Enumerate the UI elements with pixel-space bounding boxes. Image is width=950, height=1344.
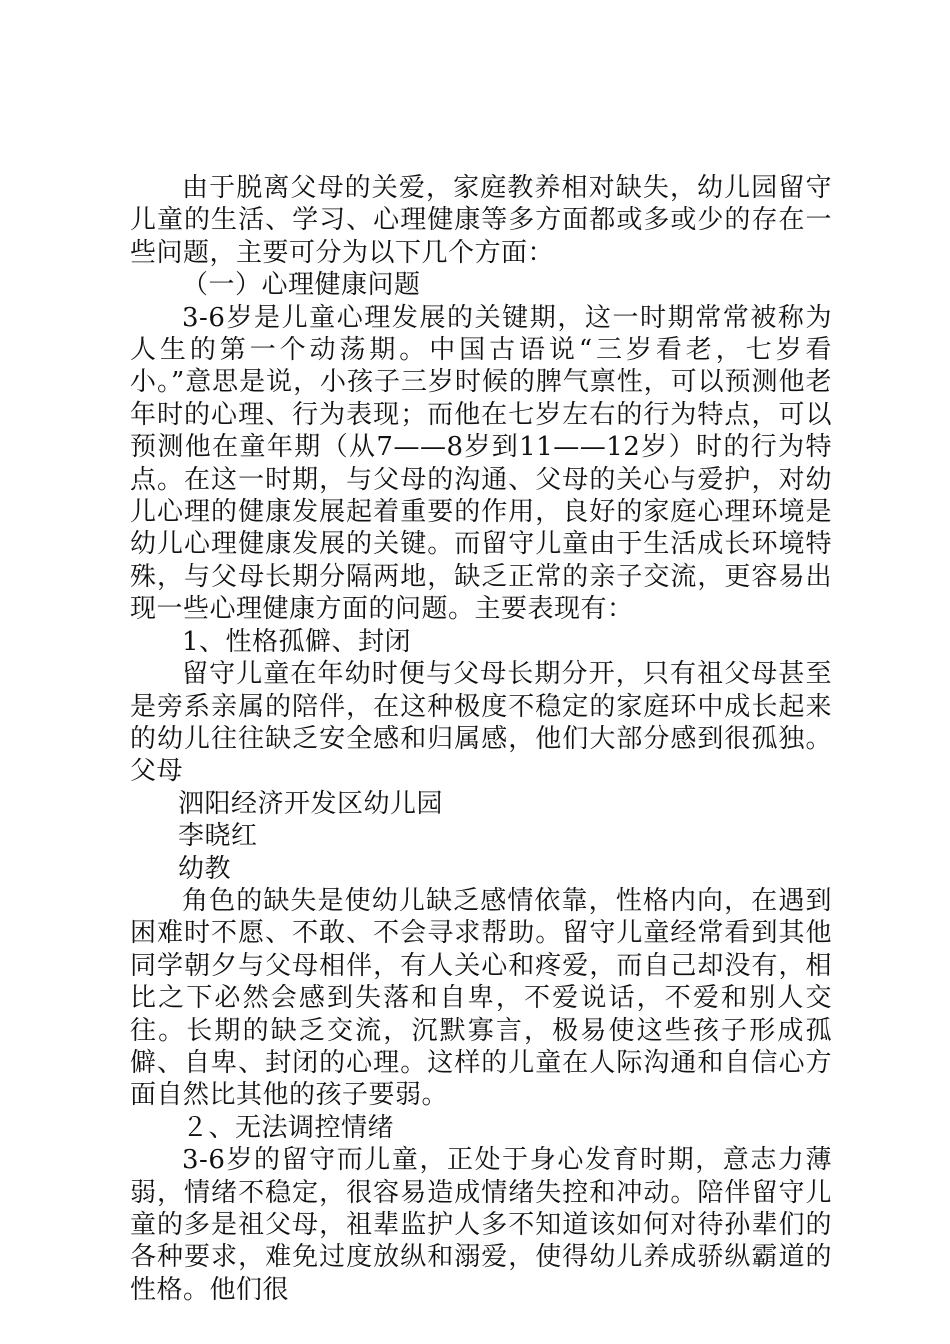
paragraph-emotion: 3-6岁的留守而儿童，正处于身心发育时期，意志力薄弱，情绪不稳定，很容易造成情绪失控和冲动。陪伴留守儿童的多是祖父母，祖辈监护人多不知道该如何对待孙辈们的各种要求，难免过度放纵和溺爱，使得幼儿养成骄纵霸道的性格。他们很 bbox=[130, 1145, 832, 1305]
paragraph-critical-period: 3-6岁是儿童心理发展的关键期，这一时期常常被称为人生的第一个动荡期。中国古语说“三岁看老，七岁看小。”意思是说，小孩子三岁时候的脾气禀性，可以预测他老年时的心理、行为表现；而他在七岁左右的行为特点，可以预测他在童年期（从7——8岁到11——12岁）时的行为特点。在这一时期，与父母的沟通、父母的关心与爱护，对幼儿心理的健康发展起着重要的作用，良好的家庭心理环境是幼儿心理健康发展的关键。而留守儿童由于生活成长环境特殊，与父母长期分隔两地，缺乏正常的亲子交流，更容易出现一些心理健康方面的问题。主要表现有： bbox=[130, 302, 832, 625]
author-name: 李晓红 bbox=[178, 821, 258, 852]
author-organization: 泗阳经济开发区幼儿园 bbox=[178, 788, 444, 819]
paragraph-role-absence: 角色的缺失是使幼儿缺乏感情依靠，性格内向，在遇到困难时不愿、不敢、不会寻求帮助。留守儿童经常看到其他同学朝夕与父母相伴，有人关心和疼爱，而自己却没有，相比之下必然会感到失落和自卑，不爱说话，不爱和别人交往。长期的缺乏交流，沉默寡言，极易使这些孩子形成孤僻、自卑、封闭的心理。这样的儿童在人际沟通和自信心方面自然比其他的孩子要弱。 bbox=[130, 885, 832, 1111]
paragraph-separation: 留守儿童在年幼时便与父母长期分开，只有祖父母甚至是旁系亲属的陪伴，在这种极度不稳定的家庭环中成长起来的幼儿往往缺乏安全感和归属感，他们大部分感到很孤独。父母 bbox=[130, 659, 832, 787]
subheading-personality: 1、性格孤僻、封闭 bbox=[182, 626, 412, 657]
subheading-emotion: ２、无法调控情绪 bbox=[182, 1112, 395, 1143]
paragraph-intro: 由于脱离父母的关爱，家庭教养相对缺失，幼儿园留守儿童的生活、学习、心理健康等多方面都或多或少的存在一些问题，主要可分为以下几个方面： bbox=[130, 173, 832, 268]
section-heading-mental-health: （一）心理健康问题 bbox=[182, 270, 421, 301]
author-field: 幼教 bbox=[178, 853, 232, 884]
document-body bbox=[130, 172, 832, 1306]
